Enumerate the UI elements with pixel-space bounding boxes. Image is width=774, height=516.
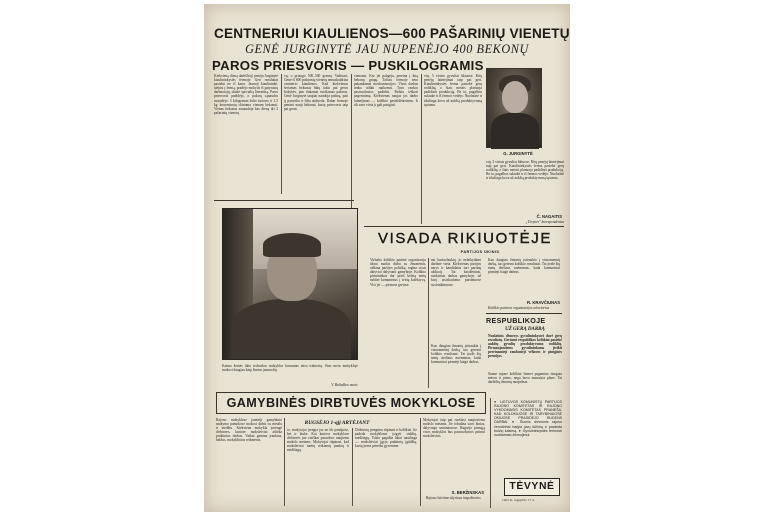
mechanic-photo: [222, 208, 358, 360]
column-divider: [351, 74, 352, 224]
column-divider: [428, 258, 429, 388]
visada-byline: PARTIJOS ŪKINIS: [460, 250, 500, 254]
respublikoje-subtitle: UŽ GERĄ DARBĄ: [505, 327, 545, 332]
section-rule: [364, 226, 564, 227]
masthead-logo: TĖVYNĖ: [504, 478, 560, 496]
lead-column-3: vienoms. Kai jie paūgėja, pereina į kitą bekonų grupę. Tačiau fermoje nėra pakankamai mechanizacijos. Visus darbus tenka atlikti rankomis. Tavo rankos pasiruošusios padirbti. Reikia ieškoti pagerinimų. Kiekvienas naujas jos darbo laimėjimas — kolūkio pasididžiavimas. Ir tik savo vieta ji gali pasigirti.: [354, 74, 418, 107]
photo-caption: Kaimo žemės ūkio technikos mokyklos kursantas taiso traktorių. Šiuo metu mokykloje mokosi daugiau kaip šimtas jaunuolių.: [222, 364, 358, 373]
section-rule: [486, 313, 562, 314]
portrait-photo: [486, 68, 542, 148]
lead-column-2: vų, o priaugo 500–540 gramų. Vadinasi, Genė iš 600 pašarinių vienetų nenuskaidrina centnerio kiaulienos. Kad kiekvienas šeriamas bekonas būtų tokio pat geros kokybės, jam tinkamai ruošiamas pašaras. Genė Jurginytė taupiai naudoja pašarą, pati jį paruošia ir šilta atiduoda. Dabar fermoje penimi nauji bekonai, kurių priesvoris taip pat geras.: [284, 74, 348, 111]
gamybines-column-3: Dirbtuvių įrengimu rūpinasi ir kolūkiai. Jie padeda mokykloms įsigyti staklių, medžiagų. Tokia pagalba labai naudinga — moksleiviai įgyja praktinių įgūdžių, kurių jiems prireiks gyvenime.: [355, 428, 417, 449]
gamybines-column-4: Mokytojai taip pat ruošiasi naujiesiems mokslo metams. Jie tobulina savo žinias, dalyvauja seminaruose. Rugsėjo pirmąją visos mokyklos bus pasiruošusios priimti moksleivius.: [423, 418, 485, 439]
sub-headline: GENĖ JURGINYTĖ JAU NUPENĖJO 400 BEKONŲ: [245, 42, 529, 56]
respublikoje-text: Nuolatinis dėmesys gyvulininkystei davė gerų rezultatų. Geriausi respublikos kolūkiai pasiekė aukštų gyvulių produktyvumo rodiklių. Pirmaujantiems gyvulininkams įteikti pereinamieji raudonieji vėliavos ir piniginės premijos.: [488, 334, 562, 359]
lead-signature-role: „Tėvynės" korespondentas: [525, 220, 564, 224]
visada-column-1: Virbalio kolūkio partinė organizacija tikrai nuolat dirba su žmonėmis, aiškina partijos politiką, ragina visus aktyviai dalyvauti gamyboje. Kolūkio pirmininkas dar prieš keletą metų subūrė komunistus į tvirtą kolektyvą. Visi jie — pirmose gretose.: [370, 258, 426, 287]
lead-column-5: vių, 3 virtais gyvuliai ūkiuose. Kitų penėjų laimėjimai taip pat geri. Kiaulininkystės ferma pasiekė gerų rodiklių, o šiais metais planuoja padidinti produkciją. Be to, pagalbos sulaukė ir iš fermos vedėjo. Nuolatinė ir tikslinga kova už aukštą produktyvumą tęsiama.: [486, 160, 564, 181]
sub-headline-2: PAROS PRIESVORIS — PUSKILOGRAMIS: [212, 58, 484, 73]
column-divider: [421, 74, 422, 224]
column-divider: [490, 398, 491, 508]
lead-column-4: vių, 3 virtais gyvuliai ūkiuose. Kitų penėjų laimėjimai taip pat geri. Kiaulininkystės ferma pasiekė gerų rodiklių, o šiais metais planuoja padidinti produkciją. Be to, pagalbos sulaukė ir iš fermos vedėjo. Nuolatinė ir tikslinga kova už aukštą produktyvumą tęsiama.: [424, 74, 482, 107]
photo-credit: V. Baltuškos nuotr.: [331, 383, 358, 387]
gamybines-column-2: to, mokytojai įrengia jas ne tik patalpose, bet ir lauke. Kai kuriose mokyklose dirbtuvės jau visiškai paruoštos naujiems mokslo metams. Mokytojai rūpinasi, kad moksleiviai turėtų reikiamų įrankių ir medžiagų.: [287, 428, 349, 453]
gamybines-dateline: RUGSĖJO 1-ąjį ARTĖJANT: [304, 420, 370, 426]
masthead-issue: 1963 m. rugpjūčio 17 d.: [502, 498, 535, 502]
visada-signature: R. KRAVČIUNAS: [527, 300, 560, 305]
column-divider: [281, 74, 282, 194]
respublikoje-title: RESPUBLIKOJE: [486, 316, 546, 325]
gamybines-title: GAMYBINĖS DIRBTUVĖS MOKYKLOSE: [226, 396, 476, 410]
visada-column-2: nai kuriuolaukių, jo nelaikydami darbine vieta. Kiekvienas partijos narys ir kandidatas turi partinę užduotį. Tai kasdieninis, nuolatinis darbas gamyboje, už kurį atsiskaitoma partiniuose susirinkimuose.: [431, 258, 481, 287]
lead-signature: Č. NAGAITIS: [536, 214, 562, 219]
gamybines-signature: S. BERŽINSKAS: [451, 490, 484, 495]
main-headline: CENTNERIUI KIAULIENOS—600 PAŠARINIŲ VIENETŲ: [214, 26, 570, 41]
newspaper-page: [204, 4, 570, 512]
notice-text: ● LIETUVOS KOMUNISTŲ PARTIJOS RAJONO KOMITETAS IR RAJONO VYKDOMASIS KOMITETAS PRANEŠA, KAD KOLŪKIUOSE IR TARYBINIUOSE ŪKIUOSE PRASIDĖJO RUDENS DARBAI. ● Šiomis dienomis rajono žemdirbiai baigia javų kūlimą ir pradeda bulvių kasimą. ● Gyvulininkystės fermose ruošiamasi žiemojimui.: [494, 400, 562, 437]
visada-signature-role: Kolūkio partinės organizacijos sekretorius: [488, 306, 550, 310]
visada-column-4: Kuo daugiau žmonių įsitraukia į visuomeninį darbą, tuo geresni kolūkio rezultatai. Tai įrodė šių metų derliaus nuėmimas, kada komunistai pirmieji baigė darbus.: [488, 258, 560, 275]
visada-column-3: Kuo daugiau žmonių įsitraukia į visuomeninį darbą, tuo geresni kolūkio rezultatai. Tai įrodė šių metų derliaus nuėmimas, kada komunistai pirmieji baigė darbus.: [431, 344, 481, 365]
respublikoje-text-2: Šiame rajone kolūkiai šiemet pagamino daugiau mėsos ir pieno, negu buvo numatyta plane. Tai darbščių žmonių nuopelnas.: [488, 372, 562, 385]
column-divider: [420, 418, 421, 506]
lead-column-1: Kiekvieną dieną darbščioji penėja Jurginytė kiaulininkystės fermoje. Geri rezultatai pasiekti ne iš karto. Jaunoji kiaulininkė, atėjusi į fermą, pradėjo mokytis iš patyrusių darbuotojų, skaitė specialią literatūrą. Paros priesvoris padidėjo, o pašarų sąnaudos sumažėjo. 3 kilogramai šalto raciono ir 1,5 kg koncentratų skiriama vienam bekonui. Vienas bekonas sunaudoja kas dieną iki 3 pašarinių vienetų.: [214, 74, 278, 115]
gamybines-column-1: Rajono mokyklose jaunieji gamybinio mokymo pamokose mokosi dirbti su metalu ir medžiu. Kiekviena mokykla įsirengė dirbtuves, kuriose moksleiviai atlieka praktinius darbus. Vaikai gamina įrankius, baldus, mokyklinius reikmenis.: [216, 418, 282, 443]
section-rule: [214, 200, 354, 201]
gamybines-signature-role: Rajono švietimo skyriaus inspektorius: [426, 496, 481, 500]
column-divider: [284, 418, 285, 506]
portrait-caption: G. JURGINYTĖ: [503, 151, 533, 156]
visada-title: VISADA RIKIUOTĖJE: [378, 230, 552, 247]
column-divider: [352, 428, 353, 506]
